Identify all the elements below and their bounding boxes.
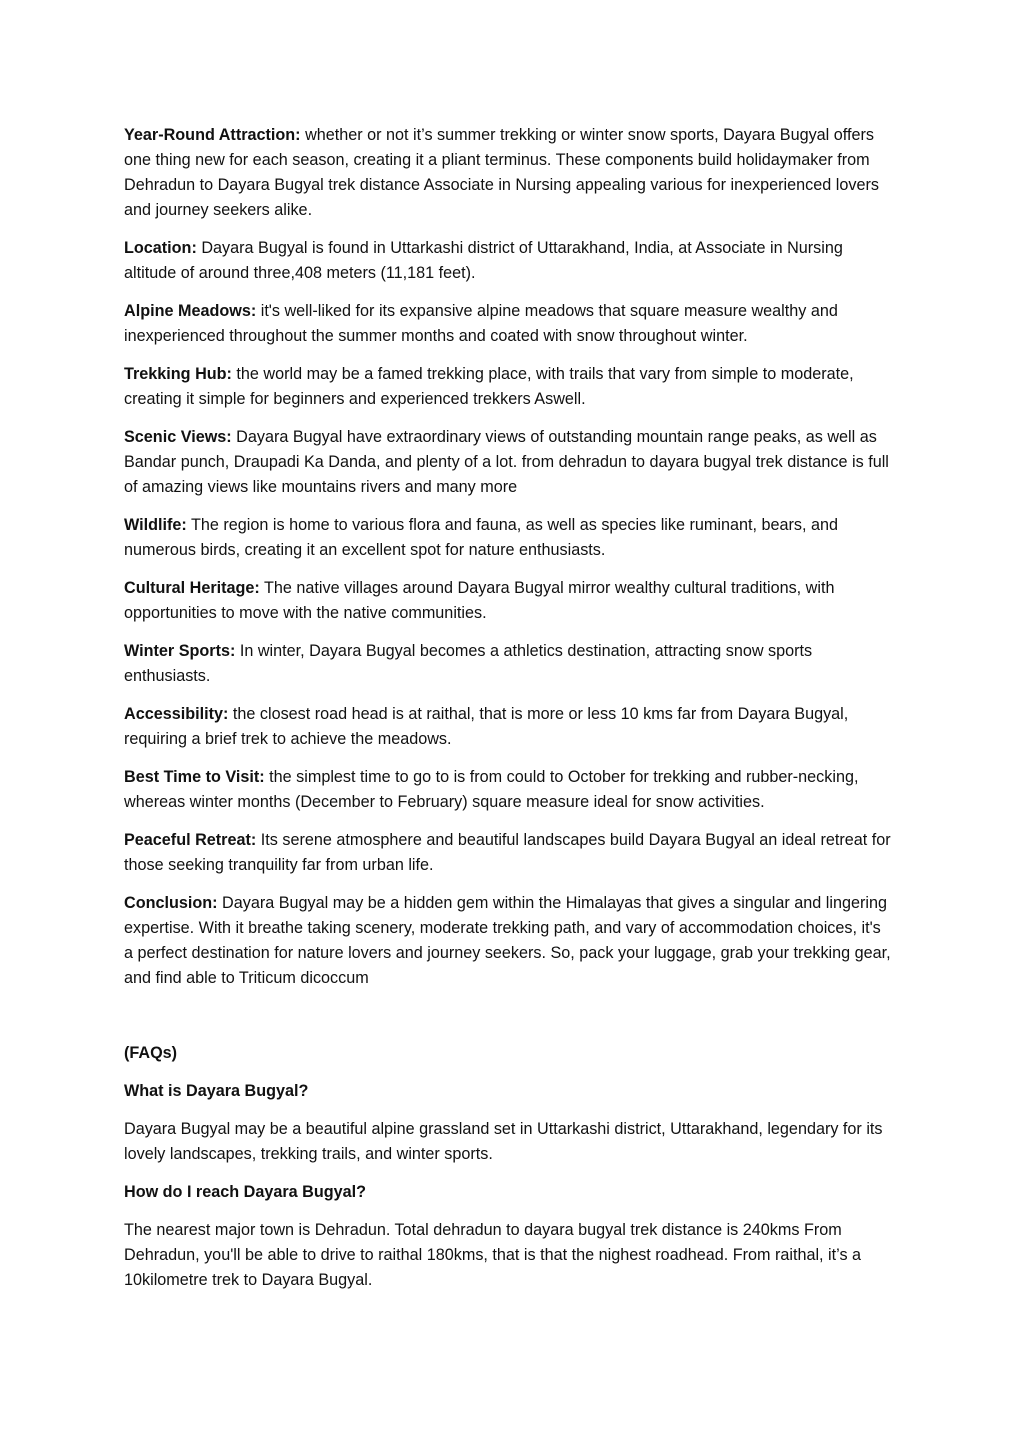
point-text: Dayara Bugyal is found in Uttarkashi district of Uttarakhand, India, at Associate in Nursing altitude of around three,408 meters (11,181 feet). [124, 239, 843, 282]
point-wildlife [124, 513, 894, 563]
point-text: The region is home to various flora and fauna, as well as species like ruminant, bears, and numerous birds, creating it an excellent spot for nature enthusiasts. [124, 516, 838, 559]
point-year-round-attraction [124, 123, 894, 223]
point-scenic-views [124, 425, 894, 500]
point-term: Accessibility: [124, 705, 229, 723]
point-accessibility [124, 702, 894, 752]
point-term: Cultural Heritage: [124, 579, 260, 597]
point-term: Trekking Hub: [124, 365, 232, 383]
point-term: Alpine Meadows: [124, 302, 257, 320]
section-spacer [124, 1004, 894, 1041]
point-best-time-to-visit [124, 765, 894, 815]
point-term: Wildlife: [124, 516, 187, 534]
point-text: Dayara Bugyal have extraordinary views of outstanding mountain range peaks, as well as Bandar punch, Draupadi Ka Danda, and plenty of a lot. from dehradun to dayara bugyal trek distance is full of amazing views like mountains rivers and many more [124, 428, 889, 496]
faq-heading: (FAQs) [124, 1044, 178, 1062]
faq-question: How do I reach Dayara Bugyal? [124, 1183, 366, 1201]
point-text: the world may be a famed trekking place, with trails that vary from simple to moderate, creating it simple for beginners and experienced trekkers Aswell. [124, 365, 854, 408]
point-cultural-heritage [124, 576, 894, 626]
point-text: whether or not it’s summer trekking or winter snow sports, Dayara Bugyal offers one thing new for each season, creating it a pliant terminus. These components build holidaymaker from Dehradun to Dayara Bugyal trek distance Associate in Nursing appealing various for inexperienced lovers and journey seekers alike. [124, 126, 879, 219]
point-text: the closest road head is at raithal, that is more or less 10 kms far from Dayara Bugyal, requiring a brief trek to achieve the meadows. [124, 705, 849, 748]
point-term: Scenic Views: [124, 428, 232, 446]
point-term: Peaceful Retreat: [124, 831, 257, 849]
point-term: Location: [124, 239, 197, 257]
point-term: Winter Sports: [124, 642, 236, 660]
point-text: In winter, Dayara Bugyal becomes a athletics destination, attracting snow sports enthusiasts. [124, 642, 813, 685]
point-text: Its serene atmosphere and beautiful landscapes build Dayara Bugyal an ideal retreat for those seeking tranquility far from urban life. [124, 831, 891, 874]
point-text: it's well-liked for its expansive alpine meadows that square measure wealthy and inexperienced throughout the summer months and coated with snow throughout winter. [124, 302, 838, 345]
point-text: the simplest time to go to is from could to October for trekking and rubber-necking, whereas winter months (December to February) square measure ideal for snow activities. [124, 768, 859, 811]
document-page [124, 123, 894, 1306]
point-text: The native villages around Dayara Bugyal mirror wealthy cultural traditions, with opportunities to move with the native communities. [124, 579, 835, 622]
faq-answer: Dayara Bugyal may be a beautiful alpine grassland set in Uttarkashi district, Uttarakhand, legendary for its lovely landscapes, trekking trails, and winter sports. [124, 1120, 883, 1163]
point-location [124, 236, 894, 286]
faq-question: What is Dayara Bugyal? [124, 1082, 309, 1100]
point-trekking-hub [124, 362, 894, 412]
point-term: Conclusion: [124, 894, 218, 912]
point-peaceful-retreat [124, 828, 894, 878]
point-winter-sports [124, 639, 894, 689]
point-alpine-meadows [124, 299, 894, 349]
point-term: Best Time to Visit: [124, 768, 265, 786]
point-term: Year-Round Attraction: [124, 126, 301, 144]
faq-answer: The nearest major town is Dehradun. Total dehradun to dayara bugyal trek distance is 240kms From Dehradun, you'll be able to drive to raithal 180kms, that is that the nighest roadhead. From raithal, it’s a 10kilometre trek to Dayara Bugyal. [124, 1221, 862, 1289]
point-text: Dayara Bugyal may be a hidden gem within the Himalayas that gives a singular and lingering expertise. With it breathe taking scenery, moderate trekking path, and vary of accommodation choices, it's a perfect destination for nature lovers and journey seekers. So, pack your luggage, grab your trekking gear, and find able to Triticum dicoccum [124, 894, 891, 987]
point-conclusion [124, 891, 894, 991]
